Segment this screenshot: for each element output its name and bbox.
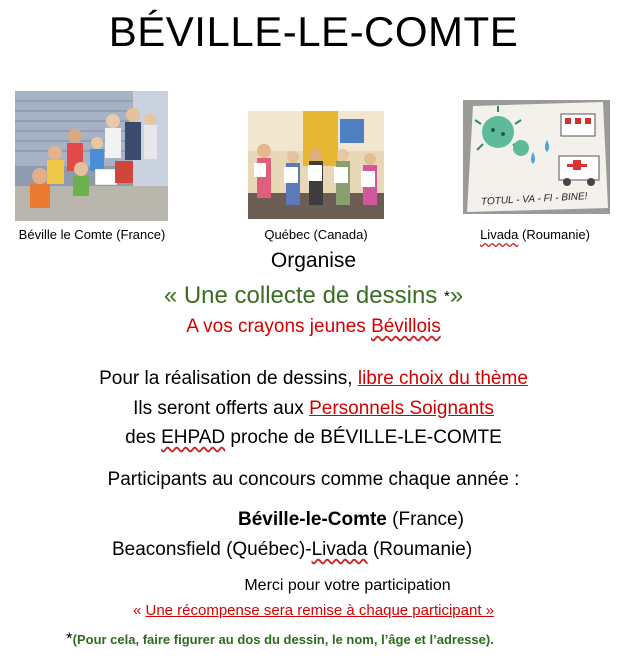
detail-line-soignants [0, 398, 627, 420]
children-drawings-photo [248, 111, 384, 219]
merci-line: Merci pour votre participation [244, 577, 451, 594]
reco-open: « [132, 602, 146, 619]
photo-beville [15, 91, 168, 221]
photo-livada [463, 100, 610, 214]
town1-name: Béville-le-Comte [238, 509, 387, 530]
caption-livada [455, 227, 615, 242]
detail-soignants-prefix: Ils seront offerts aux [133, 398, 310, 419]
collecte-text: « Une collecte de dessins [163, 282, 444, 309]
detail-ehpad-suffix: proche de BÉVILLE-LE-COMTE [225, 427, 502, 448]
participant-town-1 [238, 509, 464, 531]
collecte-star: * [443, 288, 450, 306]
caption-beville: Béville le Comte (France) [18, 227, 166, 242]
caption-quebec: Québec (Canada) [264, 227, 368, 242]
participant-town-2 [112, 539, 472, 561]
detail-ehpad-prefix: des [125, 427, 162, 448]
participants-intro: Participants au concours comme chaque année : [107, 469, 520, 490]
page-title: BÉVILLE-LE-COMTE [108, 8, 519, 55]
drawing-slogan-text: TOTUL - VA - FI - BINE! [480, 191, 588, 208]
collecte-close: » [449, 282, 464, 309]
detail-line-ehpad [0, 427, 627, 449]
collecte-heading [0, 282, 627, 310]
crayons-name: Bévillois [371, 316, 441, 337]
photo-quebec [248, 111, 384, 219]
recompense-line [0, 602, 627, 619]
crayons-line [0, 316, 627, 338]
town1-country: (France) [386, 509, 464, 530]
town2-name: Livada [311, 539, 368, 560]
footnote-text: (Pour cela, faire figurer au dos du dessin, le nom, l’âge et l’adresse). [72, 632, 494, 647]
detail-ehpad-word: EHPAD [161, 427, 226, 448]
caption-livada-name: Livada [480, 227, 519, 242]
detail-line-theme [0, 368, 627, 390]
organise-label: Organise [270, 249, 357, 272]
reco-text: Une récompense sera remise à chaque participant » [145, 602, 495, 619]
child-drawing-image [463, 100, 610, 214]
detail-soignants-link: Personnels Soignants [309, 398, 494, 419]
crayons-prefix: A vos crayons jeunes [186, 316, 372, 337]
town2-suffix: (Roumanie) [367, 539, 473, 560]
group-photo-image [15, 91, 168, 221]
detail-theme-prefix: Pour la réalisation de dessins, [99, 368, 358, 389]
footnote-star: * [66, 629, 73, 648]
footnote [66, 629, 494, 649]
town2-prefix: Beaconsfield (Québec)- [112, 539, 312, 560]
detail-theme-link: libre choix du thème [357, 368, 528, 389]
caption-livada-country: (Roumanie) [518, 227, 590, 242]
